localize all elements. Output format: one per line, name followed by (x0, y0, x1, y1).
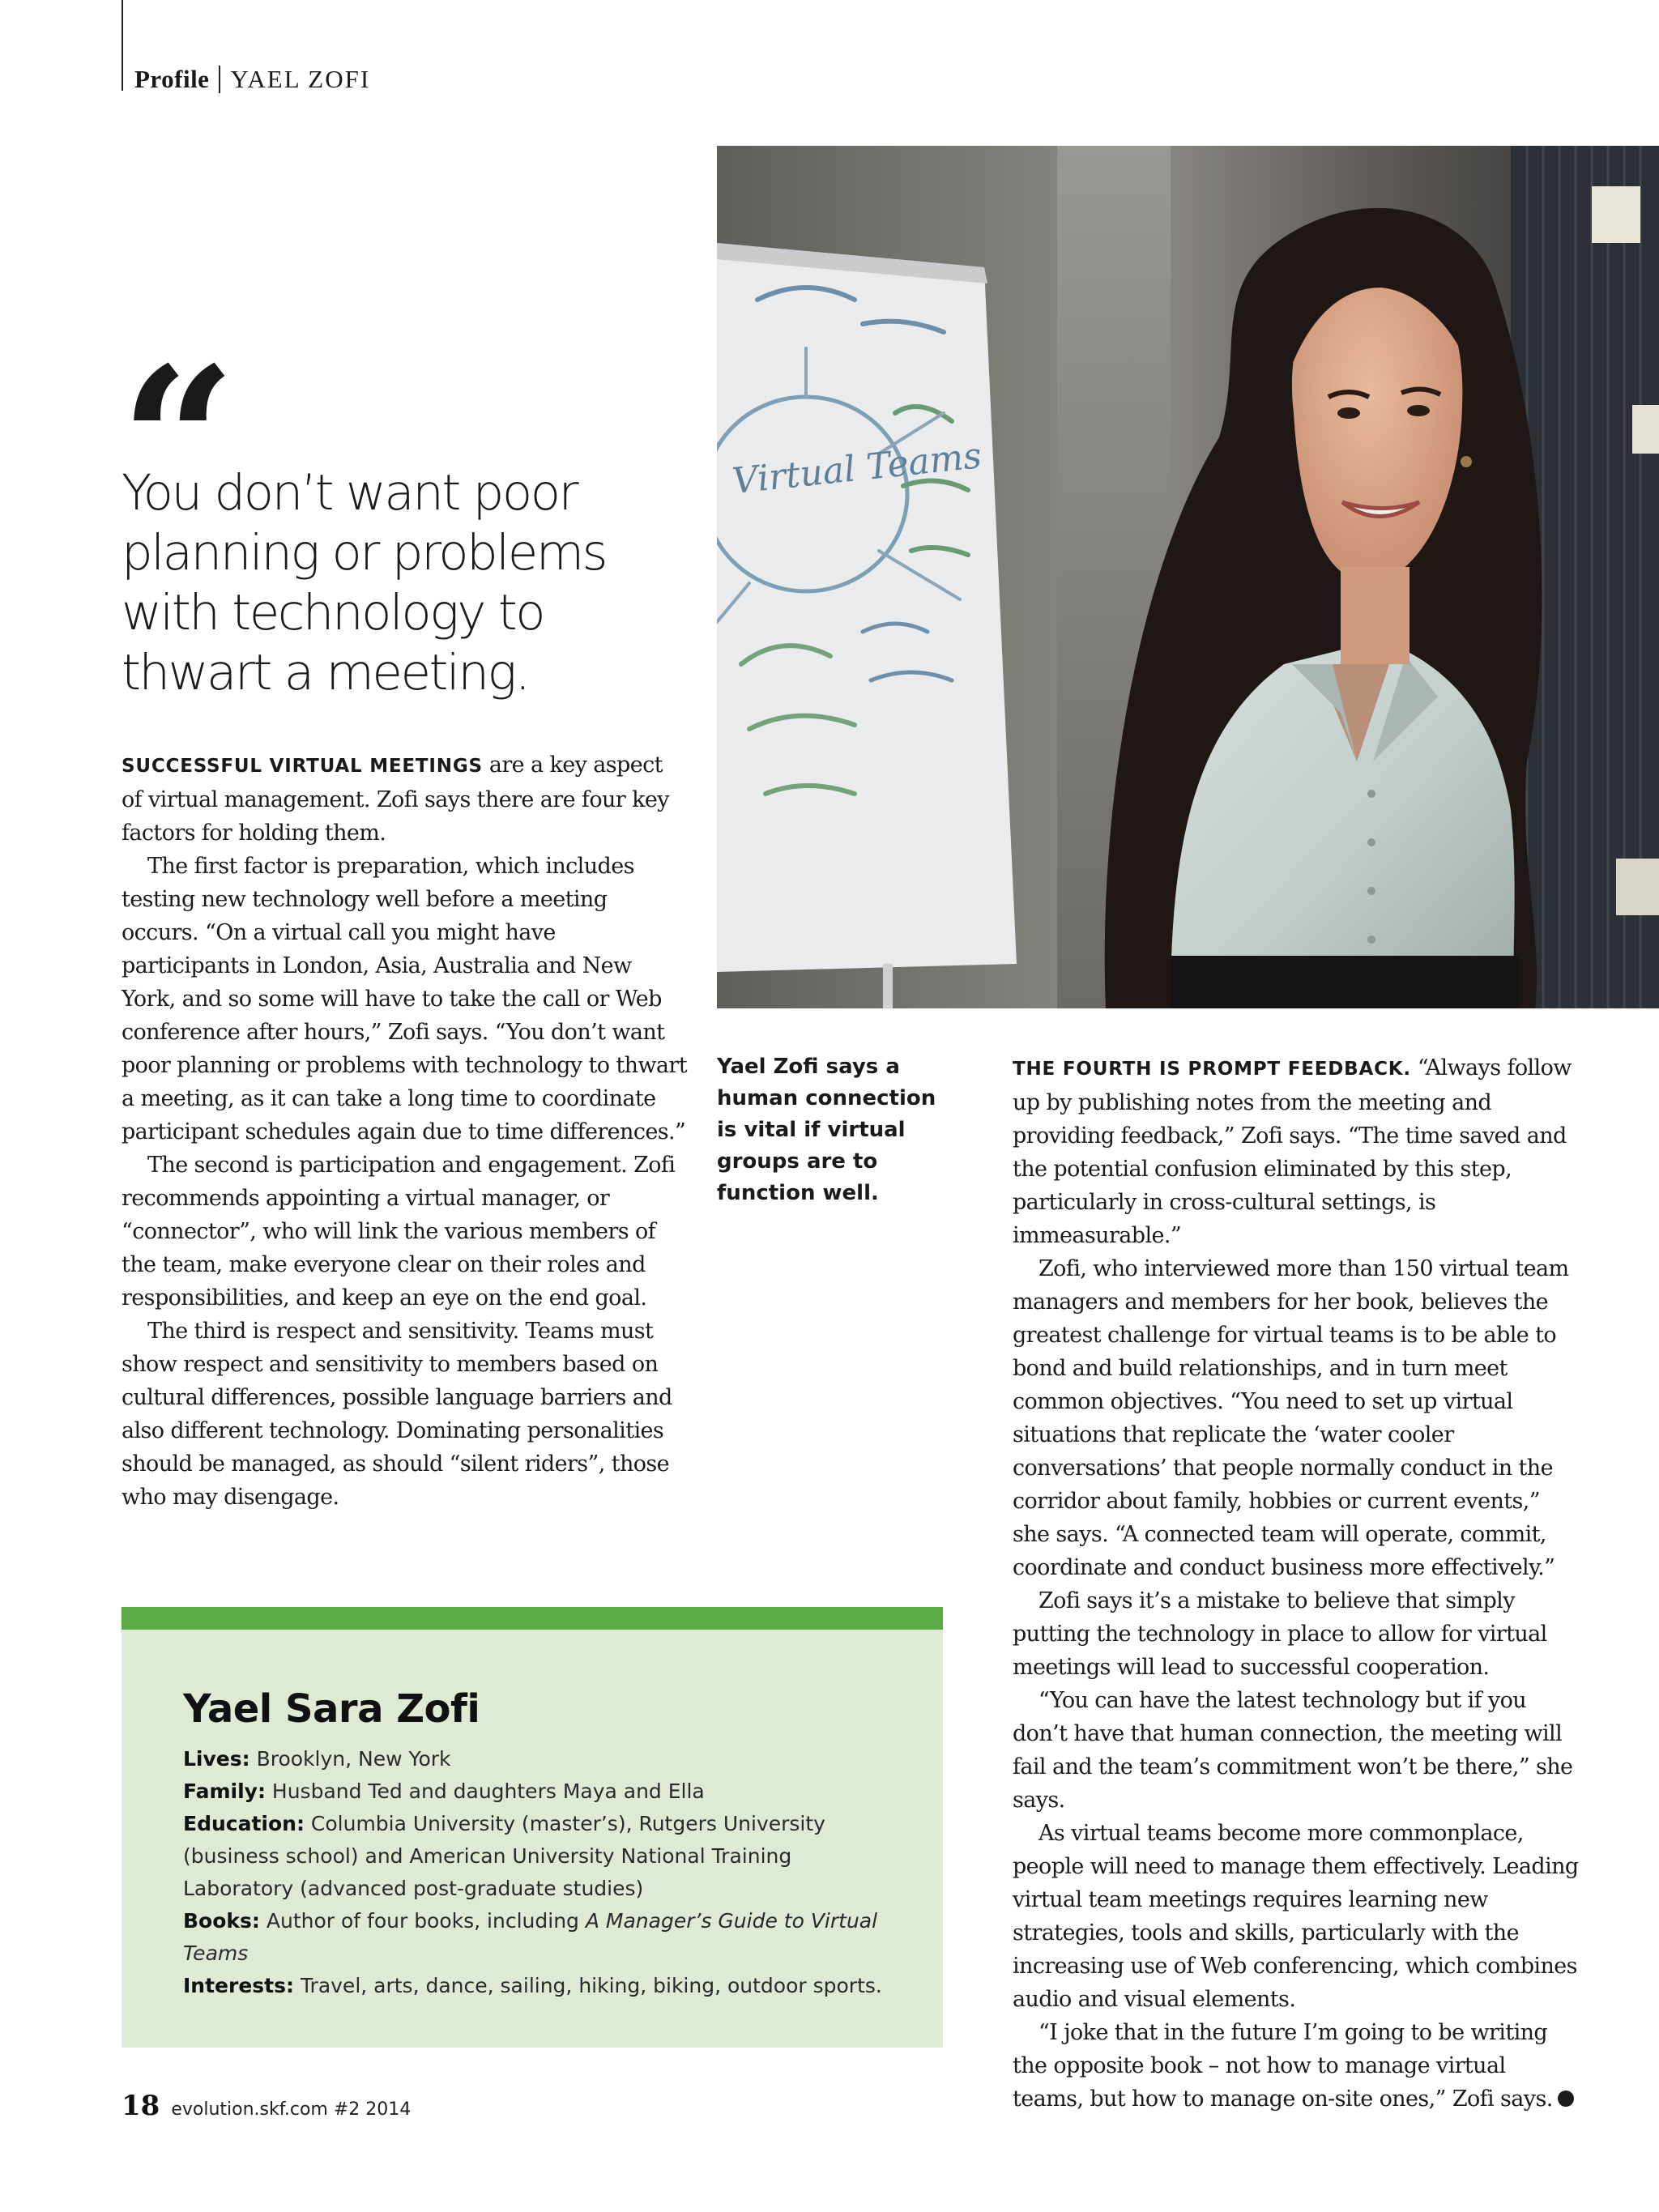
bio-box-accent-bar (122, 1607, 943, 1630)
body-paragraph: The third is respect and sensitivity. Teams must show respect and sensitivity to members based on cultural differences, possible language barriers and also different technology. Dominating personalities should be managed, as should “silent riders”, those who may disengage. (122, 1319, 672, 1510)
page-number: 18 (122, 2090, 160, 2122)
bio-box (122, 1630, 943, 2048)
header-rule (122, 0, 123, 91)
end-mark-icon (1558, 2091, 1574, 2107)
bio-value: Columbia University (master’s), Rutgers University (business school) and American University National Training Laboratory (advanced post-graduate studies) (183, 1812, 825, 1900)
closing-paragraph (1013, 2016, 1580, 2116)
lead-text: are a key aspect of virtual management. Zofi says there are four key factors for holding them. (122, 752, 669, 846)
lead-text: “Always follow up by publishing notes from the meeting and providing feedback,” Zofi says. “The time saved and the potential confusion eliminated by this step, particularly in cross-cultural settings, is immeasurable.” (1013, 1055, 1572, 1248)
flipchart-text: Virtual Teams (730, 435, 984, 503)
photo-caption: Yael Zofi says a human connection is vital if virtual groups are to function well. (717, 1055, 936, 1205)
bio-label: Family: (183, 1779, 266, 1803)
closing-text: “I joke that in the future I’m going to be writing the opposite book – not how to manage virtual teams, but how to manage on-site ones,” Zofi says. (1013, 2020, 1553, 2112)
bio-value: Husband Ted and daughters Maya and Ella (265, 1779, 705, 1803)
article-column-left (122, 748, 689, 1514)
bio-name: Yael Sara Zofi (183, 1686, 480, 1732)
body-paragraph: The second is participation and engagement. Zofi recommends appointing a virtual manager, or “connector”, who will link the various members of the team, make everyone clear on their roles and responsibilities, and keep an eye on the end goal. (122, 1153, 676, 1311)
pull-quote: You don’t want poor planning or problems with technology to thwart a meeting. (122, 464, 606, 701)
portrait-photo (717, 146, 1659, 1008)
page-footer (122, 2090, 411, 2122)
body-paragraph: The first factor is preparation, which includes testing new technology well before a meeting occurs. “On a virtual call you might have participants in London, Asia, Australia and New York, and so some will have to take the call or Web conference after hours,” Zofi says. “You don’t want poor planning or problems with technology to thwart a meeting, as it can take a long time to coordinate participant schedules again due to time differences.” (122, 854, 687, 1144)
book-title: A Manager’s Guide to Virtual Teams (183, 1909, 878, 1965)
body-paragraph: Zofi says it’s a mistake to believe that simply putting the technology in place to allow for virtual meetings will lead to successful cooperation. (1013, 1588, 1547, 1680)
section-label: Profile (134, 65, 210, 93)
running-header (134, 65, 370, 94)
body-paragraph: “You can have the latest technology but if you don’t have that human connection, the meeting will fail and the team’s commitment won’t be there,” she says. (1013, 1688, 1573, 1813)
run-in-head: THE FOURTH IS PROMPT FEEDBACK. (1013, 1059, 1411, 1080)
body-paragraph: As virtual teams become more commonplace, people will need to manage them effectively. Leading virtual team meetings requires learning new strategies, tools and skills, particularly with the increasing use of Web conferencing, which combines audio and visual elements. (1013, 1821, 1579, 2012)
header-divider (219, 66, 220, 93)
bio-lives (183, 1743, 885, 1775)
bio-books (183, 1905, 885, 1970)
bio-family (183, 1775, 885, 1808)
issue-info: evolution.skf.com #2 2014 (171, 2099, 412, 2120)
bio-label: Interests: (183, 1974, 294, 1997)
subject-name: YAEL ZOFI (230, 65, 371, 93)
body-paragraph: Zofi, who interviewed more than 150 virtual team managers and members for her book, believes the greatest challenge for virtual teams is to be able to bond and build relationships, and in turn meet common objectives. “You need to set up virtual situations that replicate the ‘water cooler conversations’ that people normally conduct in the corridor about family, hobbies or current events,” she says. “A connected team will operate, commit, coordinate and conduct business more effectively.” (1013, 1256, 1569, 1580)
lead-paragraph (1013, 1051, 1580, 1252)
bio-value: Author of four books, including (259, 1909, 586, 1933)
bio-education (183, 1808, 885, 1905)
bio-value: Travel, arts, dance, sailing, hiking, biking, outdoor sports. (294, 1974, 882, 1997)
bio-value: Brooklyn, New York (249, 1747, 451, 1771)
bio-label: Books: (183, 1909, 260, 1933)
lead-paragraph (122, 748, 689, 850)
bio-interests (183, 1970, 885, 2002)
bio-label: Lives: (183, 1747, 250, 1771)
article-column-right (1013, 1051, 1580, 2116)
run-in-head: SUCCESSFUL VIRTUAL MEETINGS (122, 756, 483, 777)
bio-label: Education: (183, 1812, 305, 1835)
quote-mark-icon: “ (120, 322, 220, 560)
